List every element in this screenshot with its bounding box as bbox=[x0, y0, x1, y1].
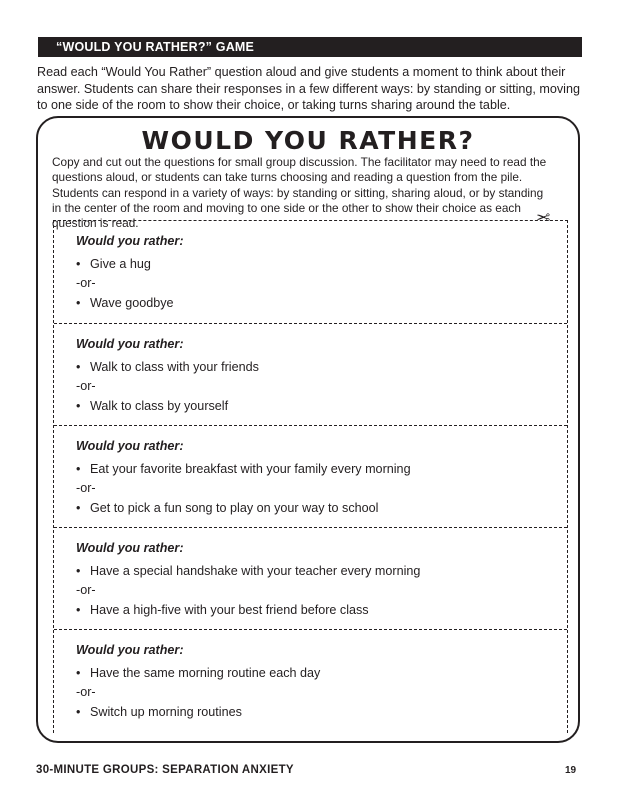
bullet: • bbox=[76, 399, 81, 413]
option-a-text: Eat your favorite breakfast with your family every morning bbox=[90, 462, 411, 476]
or-separator: -or- bbox=[76, 481, 96, 495]
question-heading: Would you rather: bbox=[76, 234, 184, 248]
option-a bbox=[76, 360, 259, 374]
or-separator: -or- bbox=[76, 685, 96, 699]
section-title: “WOULD YOU RATHER?” GAME bbox=[56, 40, 255, 54]
cutout-questions-area bbox=[53, 220, 568, 733]
option-b bbox=[76, 501, 378, 515]
bullet: • bbox=[76, 564, 81, 578]
intro-paragraph: Read each “Would You Rather” question aloud and give students a moment to think about their answer. Students can share their responses in a few different ways: by standing or sitting, moving to one side of the room to show their choice, or taking turns sharing around the table. bbox=[37, 65, 580, 112]
card-instructions: Copy and cut out the questions for small group discussion. The facilitator may need to read the questions aloud, or students can take turns choosing and reading a question from the pile. Students can respond in a variety of ways: by standing or sitting, sharing aloud, or by standing in the center of the room and moving to one side or the other to show their choice as each question is read. bbox=[52, 155, 547, 231]
option-b-text: Have a high-five with your best friend before class bbox=[90, 603, 369, 617]
option-a-text: Walk to class with your friends bbox=[90, 360, 259, 374]
or-separator: -or- bbox=[76, 276, 96, 290]
option-b bbox=[76, 705, 242, 719]
option-a bbox=[76, 462, 411, 476]
option-b-text: Walk to class by yourself bbox=[90, 399, 229, 413]
option-a-text: Have a special handshake with your teacher every morning bbox=[90, 564, 421, 578]
option-b bbox=[76, 399, 228, 413]
question-card bbox=[54, 425, 567, 527]
bullet: • bbox=[76, 257, 81, 271]
bullet: • bbox=[76, 666, 81, 680]
or-separator: -or- bbox=[76, 379, 96, 393]
option-a bbox=[76, 257, 151, 271]
bullet: • bbox=[76, 705, 81, 719]
would-you-rather-card bbox=[36, 116, 580, 743]
option-b-text: Get to pick a fun song to play on your way to school bbox=[90, 501, 379, 515]
option-b-text: Wave goodbye bbox=[90, 296, 174, 310]
or-separator: -or- bbox=[76, 583, 96, 597]
bullet: • bbox=[76, 296, 81, 310]
question-heading: Would you rather: bbox=[76, 643, 184, 657]
option-b bbox=[76, 603, 369, 617]
card-title: WOULD YOU RATHER? bbox=[141, 126, 475, 155]
option-a bbox=[76, 666, 320, 680]
option-a-text: Give a hug bbox=[90, 257, 151, 271]
question-heading: Would you rather: bbox=[76, 541, 184, 555]
option-b-text: Switch up morning routines bbox=[90, 705, 242, 719]
bullet: • bbox=[76, 360, 81, 374]
scissors-icon: ✂ bbox=[536, 207, 551, 226]
bullet: • bbox=[76, 501, 81, 515]
section-header-bar bbox=[38, 37, 582, 57]
option-a-text: Have the same morning routine each day bbox=[90, 666, 321, 680]
bullet: • bbox=[76, 603, 81, 617]
option-b bbox=[76, 296, 174, 310]
question-card bbox=[54, 629, 567, 731]
option-a bbox=[76, 564, 420, 578]
question-card bbox=[54, 221, 567, 323]
footer-book-title: 30-MINUTE GROUPS: SEPARATION ANXIETY bbox=[36, 764, 294, 776]
page-number: 19 bbox=[565, 765, 577, 776]
question-heading: Would you rather: bbox=[76, 337, 184, 351]
question-card bbox=[54, 527, 567, 629]
bullet: • bbox=[76, 462, 81, 476]
question-card bbox=[54, 323, 567, 425]
question-heading: Would you rather: bbox=[76, 439, 184, 453]
